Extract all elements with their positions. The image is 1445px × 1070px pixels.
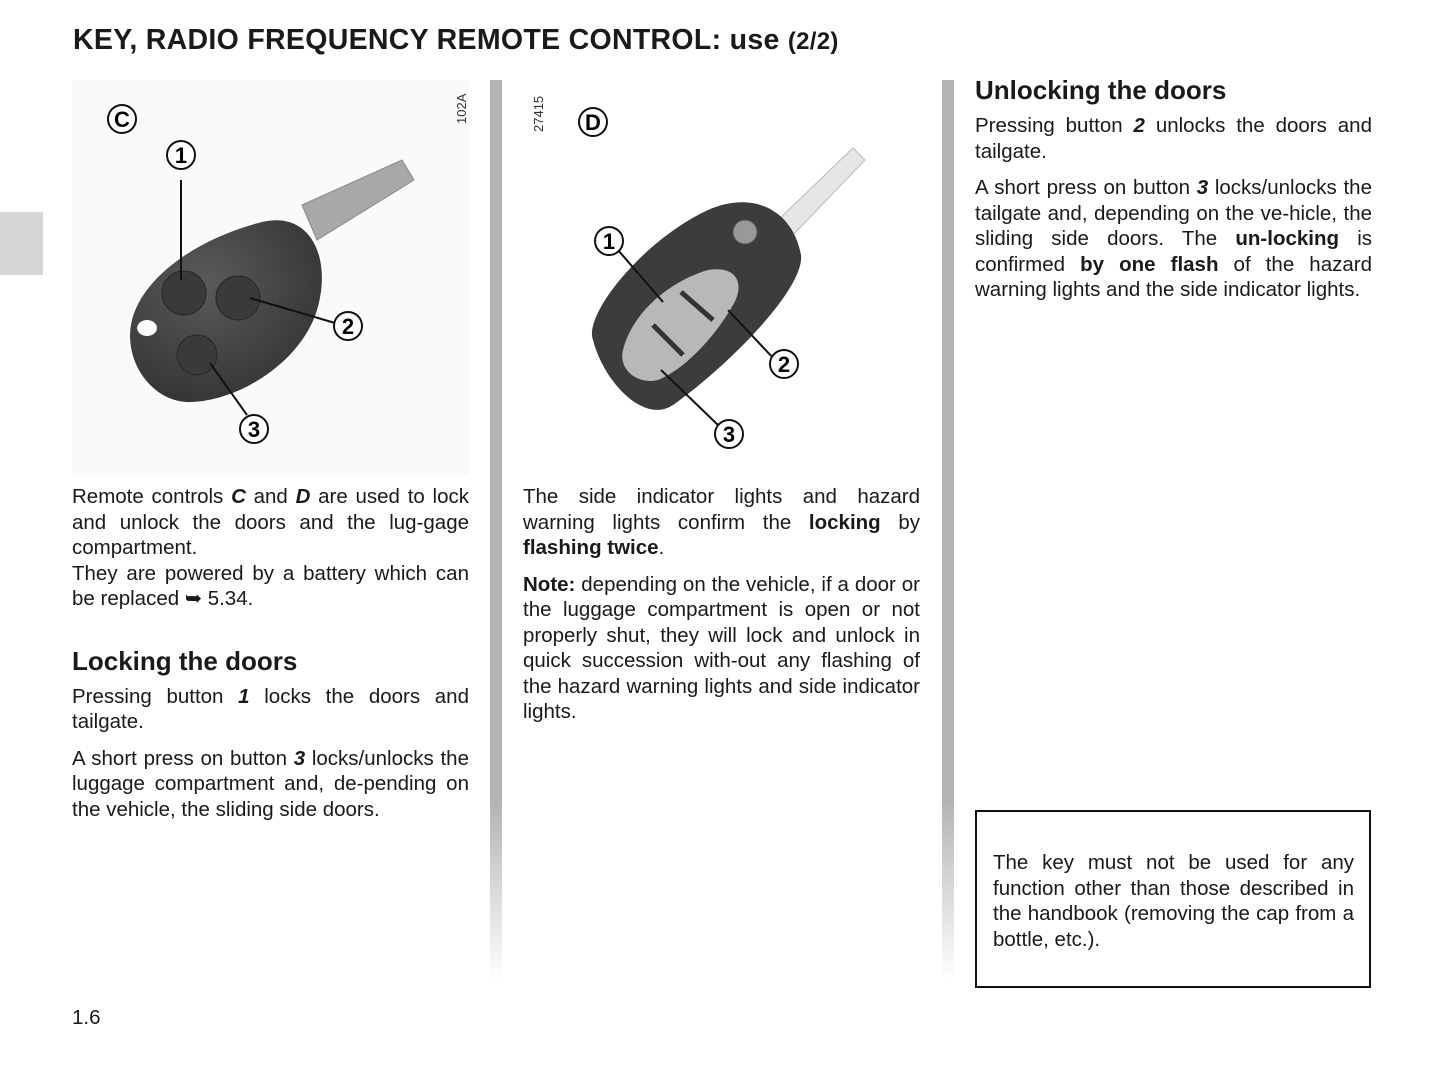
callout-3: 3 <box>247 417 261 442</box>
figure-remote-d <box>523 80 920 475</box>
middle-column <box>523 484 920 736</box>
key-blade <box>302 160 414 240</box>
button-3-icon <box>177 335 217 375</box>
locking-paragraph: Pressing button 1 locks the doors and tailgate. <box>72 684 469 733</box>
figure-ref: 102A <box>454 93 469 124</box>
right-column <box>975 75 1372 314</box>
figure-letter-c: C <box>114 107 130 132</box>
section-heading-unlocking: Unlocking the doors <box>975 75 1227 105</box>
callout-3: 3 <box>722 422 736 447</box>
callout-1: 1 <box>174 143 188 168</box>
callout-2: 2 <box>341 314 355 339</box>
title-part: (2/2) <box>787 28 839 55</box>
warning-box <box>975 810 1371 988</box>
left-column <box>72 484 469 833</box>
callout-2: 2 <box>777 352 791 377</box>
section-heading-locking: Locking the doors <box>72 645 298 676</box>
column-divider <box>942 80 954 980</box>
callout-1: 1 <box>602 229 616 254</box>
note-paragraph: Note: depending on the vehicle, if a door or the luggage compartment is open or not properly shut, they will lock and unlock in quick succession with-out any flashing of the hazard warning lights and side indicator lights. <box>523 572 920 723</box>
intro-paragraph: Remote controls C and D are used to lock and unlock the doors and the lug-gage compartment. <box>72 485 470 559</box>
chapter-tab <box>0 212 43 275</box>
key-d-illustration <box>523 80 920 475</box>
figure-remote-c <box>72 80 469 475</box>
figure-letter-d: D <box>585 110 601 135</box>
battery-paragraph: They are powered by a battery which can be replaced ➥ 5.34. <box>72 561 469 610</box>
title-text: KEY, RADIO FREQUENCY REMOTE CONTROL: use <box>73 24 780 56</box>
figure-ref: 27415 <box>531 95 546 132</box>
button-1-icon <box>162 271 206 315</box>
warning-text: The key must not be used for any function other than those described in the handbook (removing the cap from a bottle, etc.). <box>993 851 1354 951</box>
page-number: 1.6 <box>72 1006 101 1029</box>
unlocking-paragraph: Pressing button 2 unlocks the doors and tailgate. <box>975 114 1372 163</box>
confirm-paragraph: The side indicator lights and hazard warning lights confirm the locking by flashing twice. <box>523 485 920 559</box>
page-title <box>73 24 839 57</box>
tailgate-paragraph: A short press on button 3 locks/unlocks the tailgate and, depending on the ve-hicle, the sliding side doors. The un-locking is confirmed by one flash of the hazard warning lights and the side indicator lights. <box>975 176 1372 301</box>
key-blade <box>778 148 865 235</box>
column-divider <box>490 80 502 980</box>
key-c-illustration <box>72 80 469 475</box>
luggage-paragraph: A short press on button 3 locks/unlocks the luggage compartment and, de-pending on the vehicle, the sliding side doors. <box>72 746 469 821</box>
